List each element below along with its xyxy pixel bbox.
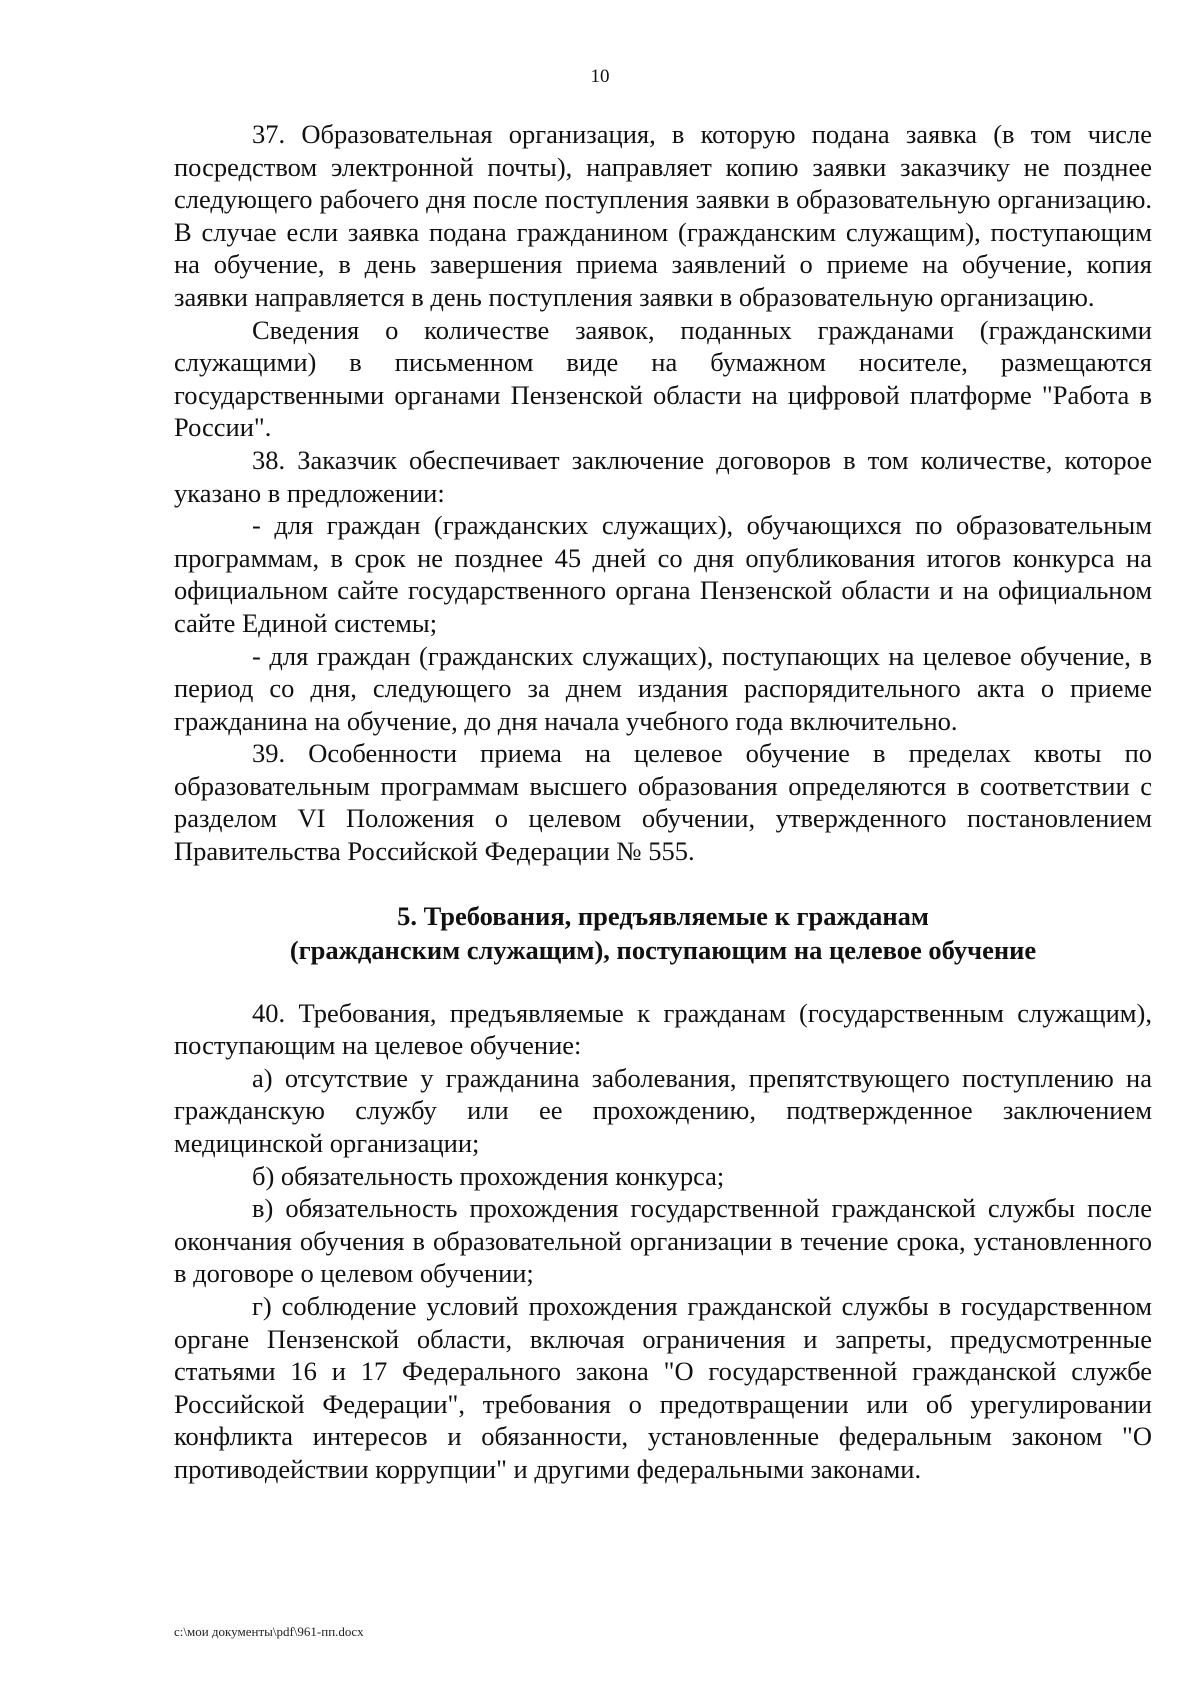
page-number: 10 [590,66,610,87]
paragraph-38-item-applicants: - для граждан (гражданских служащих), поступающих на целевое обучение, в период со дня, следующего за днем издания распорядительного акта о приеме гражданина на обучение, до дня начала учебного года включительно. [174,640,1152,736]
paragraph-40-item-b: б) обязательность прохождения конкурса; [252,1160,725,1191]
paragraph-40-item-v: в) обязательность прохождения государственной гражданской службы после окончания обучения в образовательной организации в течение срока, установленного в договоре о целевом обучении; [174,1193,1152,1289]
paragraph-38-item-students: - для граждан (гражданских служащих), обучающихся по образовательным программам, в срок не позднее 45 дней со дня опубликования итогов конкурса на официальном сайте государственного органа Пензенской области и на официальном сайте Единой системы; [174,510,1152,638]
paragraph-37: 37. Образовательная организация, в которую подана заявка (в том числе посредством электронной почты), направляет копию заявки заказчику не позднее следующего рабочего дня после поступления заявки в образовательную организацию. В случае если заявка подана гражданином (гражданским служащим), поступающим на обучение, в день завершения приема заявлений о приеме на обучение, копия заявки направляется в день поступления заявки в образовательную организацию. [174,119,1152,312]
paragraph-40-item-a: а) отсутствие у гражданина заболевания, препятствующего поступлению на гражданскую службу или ее прохождению, подтвержденное заключением медицинской организации; [174,1062,1152,1159]
section-heading-line-2: (гражданским служащим), поступающим на целевое обучение [289,934,1037,965]
document-body [174,118,1152,1486]
paragraph-40: 40. Требования, предъявляемые к гражданам (государственным служащим), поступающим на целевое обучение: [174,997,1152,1061]
paragraph-39: 39. Особенности приема на целевое обучение в пределах квоты по образовательным программам высшего образования определяются в соответствии с разделом VI Положения о целевом обучении, утвержденного постановлением Правительства Российской Федерации № 555. [174,738,1152,867]
paragraph-applications-info: Сведения о количестве заявок, поданных гражданами (гражданскими служащими) в письменном виде на бумажном носителе, размещаются государственными органами Пензенской области на цифровой платформе "Работа в России". [174,314,1152,443]
footer-file-path: c:\мои документы\pdf\961-пп.docx [174,1624,364,1639]
paragraph-40-item-g: г) соблюдение условий прохождения гражданской службы в государственном органе Пензенской области, включая ограничения и запреты, предусмотренные статьями 16 и 17 Федерального закона "О государственной гражданской службе Российской Федерации", требования о предотвращении или об урегулировании конфликта интересов и обязанности, установленные федеральным законом "О противодействии коррупции" и другими федеральными законами. [174,1291,1152,1484]
paragraph-38: 38. Заказчик обеспечивает заключение договоров в том количестве, которое указано в предложении: [174,444,1152,508]
section-heading [174,899,1152,967]
section-heading-line-1: 5. Требования, предъявляемые к гражданам [397,900,929,931]
